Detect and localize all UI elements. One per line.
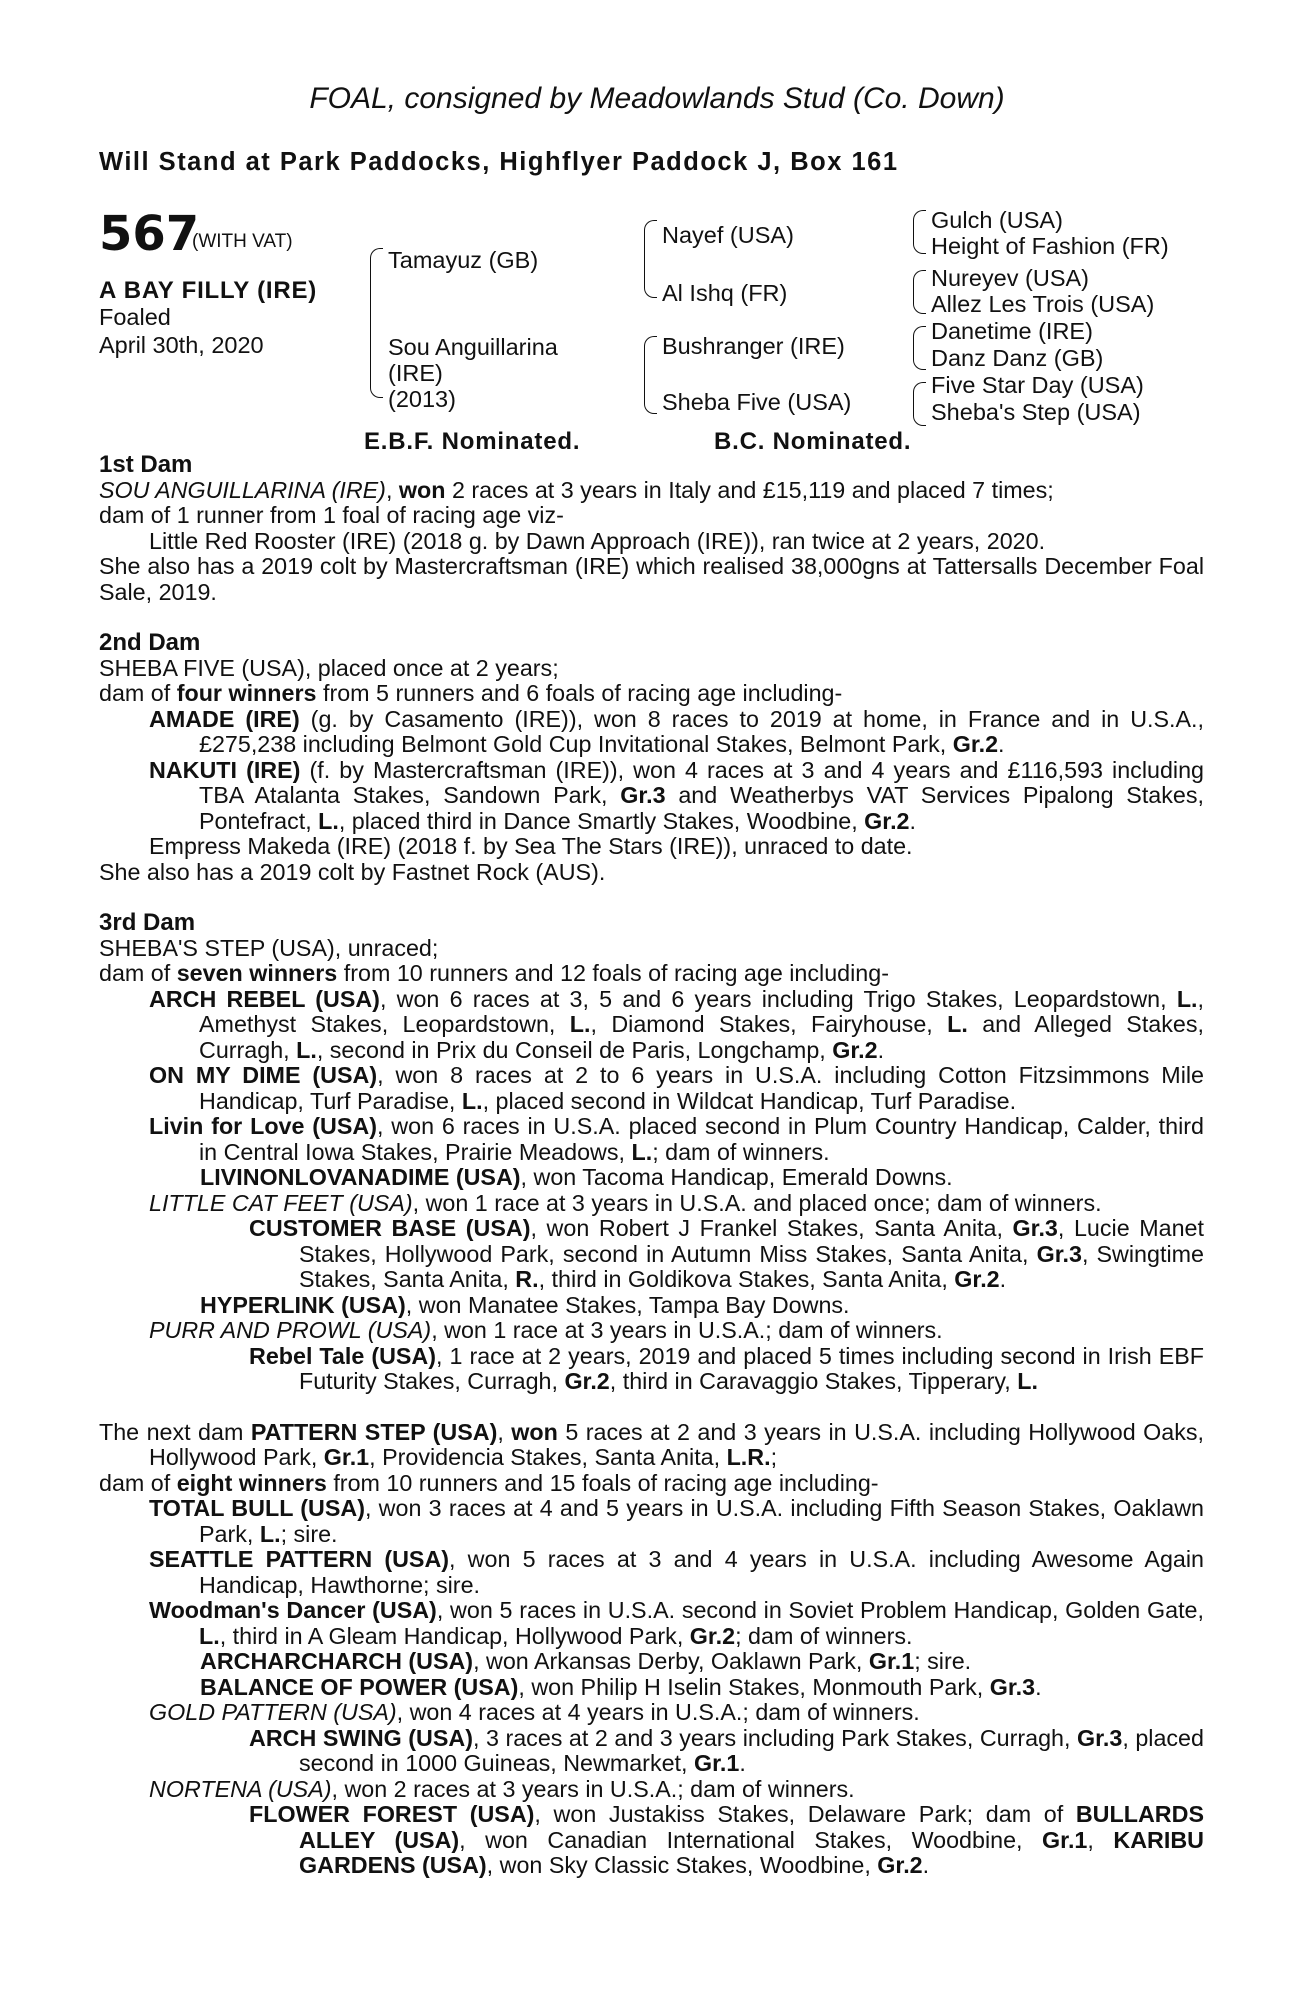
next-dam-grand-offspring-archarcharch: ARCHARCHARCH (USA), won Arkansas Derby, Oaklawn Park, Gr.1; sire. [200, 1648, 972, 1674]
sire-dam-brace [370, 248, 383, 398]
dam3-grand-offspring-customer-base: CUSTOMER BASE (USA), won Robert J Frankel Stakes, Santa Anita, Gr.3, Lucie Manet Stakes, Hollywood Park, second in Autumn Miss Stakes, Santa Anita, Gr.3, Swingtime Stakes, Santa Anita, R., third in Goldikova Stakes, Santa Anita, Gr.2. [249, 1215, 1204, 1292]
dam3-record: SHEBA'S STEP (USA), unraced; [99, 934, 439, 961]
dam3-produce-summary: dam of seven winners from 10 runners and 12 foals of racing age including- [99, 960, 889, 986]
page-title: FOAL, consigned by Meadowlands Stud (Co. Down) [309, 82, 1005, 115]
granddam-2: Sheba Five (USA) [662, 389, 852, 415]
bc-nominated: B.C. Nominated. [714, 428, 912, 455]
grandsire-1: Nayef (USA) [662, 222, 794, 248]
dam1-name: SOU ANGUILLARINA (IRE) [99, 476, 386, 503]
dam1-offspring-1: Little Red Rooster (IRE) (2018 g. by Dawn Approach (IRE)), ran twice at 2 years, 2020. [149, 527, 1046, 554]
ebf-nominated: E.B.F. Nominated. [364, 428, 581, 455]
lot-name: A BAY FILLY (IRE) [99, 277, 318, 304]
great-granddam-1: Height of Fashion (FR) [931, 233, 1169, 259]
foaled-date: April 30th, 2020 [99, 332, 264, 358]
lot-number: 567 [99, 206, 200, 262]
dam2-also: She also has a 2019 colt by Fastnet Rock (AUS). [99, 858, 606, 885]
foaled-label: Foaled [99, 304, 171, 330]
stabling-line: Will Stand at Park Paddocks, Highflyer Paddock J, Box 161 [99, 148, 899, 176]
next-dam-offspring-total-bull: TOTAL BULL (USA), won 3 races at 4 and 5 years in U.S.A. including Fifth Season Stakes, Oaklawn Park, L.; sire. [149, 1495, 1204, 1547]
dam3-grand-offspring-rebel-tale: Rebel Tale (USA), 1 race at 2 years, 2019 and placed 5 times including second in Irish EBF Futurity Stakes, Curragh, Gr.2, third in Caravaggio Stakes, Tipperary, L. [249, 1342, 1204, 1394]
next-dam-grand-offspring-balance-of-power: BALANCE OF POWER (USA), won Philip H Iselin Stakes, Monmouth Park, Gr.3. [200, 1673, 1042, 1700]
dam-country: (IRE) [388, 360, 443, 386]
produce-record [99, 452, 1204, 1879]
dam3-offspring-on-my-dime: ON MY DIME (USA), won 8 races at 2 to 6 years in U.S.A. including Cotton Fitzsimmons Mile Handicap, Turf Paradise, L., placed second in Wildcat Handicap, Turf Paradise. [149, 1062, 1204, 1114]
dam2-offspring-nakuti: NAKUTI (IRE) (f. by Mastercraftsman (IRE)), won 4 races at 3 and 4 years and £116,593 including TBA Atalanta Stakes, Sandown Park, Gr.3 and Weatherbys VAT Services Pipalong Stakes, Pontefract, L., placed third in Dance Smartly Stakes, Woodbine, Gr.2. [149, 756, 1204, 834]
sire: Tamayuz (GB) [388, 247, 539, 273]
great-grandsire-1: Gulch (USA) [931, 207, 1063, 233]
next-dam-grand-offspring-flower-forest: FLOWER FOREST (USA), won Justakiss Stakes, Delaware Park; dam of BULLARDS ALLEY (USA), won Canadian International Stakes, Woodbine, Gr.1, KARIBU GARDENS (USA), won Sky Classic Stakes, Woodbine, Gr.2. [249, 1801, 1204, 1878]
dam2-record: SHEBA FIVE (USA), placed once at 2 years; [99, 654, 559, 681]
great-granddam-3: Danz Danz (GB) [931, 345, 1104, 371]
vat-note: (WITH VAT) [192, 231, 293, 252]
dam2-offspring-amade: AMADE (IRE) (g. by Casamento (IRE)), won 8 races to 2019 at home, in France and in U.S.A., £275,238 including Belmont Gold Cup Invitational Stakes, Belmont Park, Gr.2. [149, 705, 1204, 757]
spacer [99, 885, 1204, 910]
dam2-offspring-empress: Empress Makeda (IRE) (2018 f. by Sea The Stars (IRE)), unraced to date. [149, 833, 913, 859]
next-dam-produce-summary: dam of eight winners from 10 runners and 15 foals of racing age including- [99, 1469, 879, 1496]
dam3-offspring-little-cat-feet: LITTLE CAT FEET (USA), won 1 race at 3 years in U.S.A. and placed once; dam of winners. [149, 1189, 1102, 1216]
dam1-heading: 1st Dam [99, 451, 193, 478]
ggs-brace-2 [913, 270, 926, 314]
ggs-brace-4 [913, 382, 926, 426]
spacer [99, 605, 1204, 630]
spacer [99, 1395, 1204, 1420]
foaled-info [99, 303, 264, 359]
grandsire-2: Bushranger (IRE) [662, 333, 845, 359]
next-dam-offspring-woodmans-dancer: Woodman's Dancer (USA), won 5 races in U.S.A. second in Soviet Problem Handicap, Golden Gate, L., third in A Gleam Handicap, Hollywood Park, Gr.2; dam of winners. [149, 1597, 1204, 1649]
great-grandsire-4: Five Star Day (USA) [931, 372, 1144, 398]
next-dam-offspring-gold-pattern: GOLD PATTERN (USA), won 4 races at 4 years in U.S.A.; dam of winners. [149, 1699, 920, 1725]
great-grandsire-3: Danetime (IRE) [931, 318, 1093, 344]
great-granddam-2: Allez Les Trois (USA) [931, 291, 1155, 317]
dam3-grand-offspring-livinonlovanadime: LIVINONLOVANADIME (USA), won Tacoma Handicap, Emerald Downs. [200, 1164, 953, 1190]
granddam-1: Al Ishq (FR) [662, 280, 788, 306]
dam3-offspring-livin-for-love: Livin for Love (USA), won 6 races in U.S.A. placed second in Plum Country Handicap, Calder, third in Central Iowa Stakes, Prairie Meadows, L.; dam of winners. [149, 1113, 1204, 1165]
dam [388, 334, 558, 412]
ggs-brace-1 [913, 210, 926, 254]
dam1-produce-summary: dam of 1 runner from 1 foal of racing age viz- [99, 502, 564, 528]
next-dam-offspring-nortena: NORTENA (USA), won 2 races at 3 years in U.S.A.; dam of winners. [149, 1775, 855, 1802]
dam-name: Sou Anguillarina [388, 334, 558, 360]
dam3-heading: 3rd Dam [99, 909, 196, 936]
dam3-offspring-arch-rebel: ARCH REBEL (USA), won 6 races at 3, 5 and 6 years including Trigo Stakes, Leopardstown, L., Amethyst Stakes, Leopardstown, L., Diamond Stakes, Fairyhouse, L. and Alleged Stakes, Curragh, L., second in Prix du Conseil de Paris, Longchamp, Gr.2. [149, 985, 1205, 1063]
dam1-record: SOU ANGUILLARINA (IRE), won 2 races at 3 years in Italy and £15,119 and placed 7 times; [99, 476, 1054, 503]
sire-line-brace [644, 220, 657, 298]
dam1-also: She also has a 2019 colt by Mastercraftsman (IRE) which realised 38,000gns at Tattersalls December Foal Sale, 2019. [99, 553, 1204, 605]
next-dam-grand-offspring-arch-swing: ARCH SWING (USA), 3 races at 2 and 3 years including Park Stakes, Curragh, Gr.3, placed second in 1000 Guineas, Newmarket, Gr.1. [249, 1724, 1204, 1776]
great-granddam-4: Sheba's Step (USA) [931, 399, 1141, 425]
next-dam-offspring-seattle-pattern: SEATTLE PATTERN (USA), won 5 races at 3 and 4 years in U.S.A. including Awesome Again Handicap, Hawthorne; sire. [149, 1546, 1204, 1598]
dam2-heading: 2nd Dam [99, 629, 201, 656]
dam3-grand-offspring-hyperlink: HYPERLINK (USA), won Manatee Stakes, Tampa Bay Downs. [200, 1291, 850, 1318]
next-dam-record: The next dam PATTERN STEP (USA), won 5 races at 2 and 3 years in U.S.A. including Hollywood Oaks, Hollywood Park, Gr.1, Providencia Stakes, Santa Anita, L.R.; [99, 1418, 1204, 1470]
great-grandsire-2: Nureyev (USA) [931, 265, 1090, 291]
dam3-offspring-purr-and-prowl: PURR AND PROWL (USA), won 1 race at 3 years in U.S.A.; dam of winners. [149, 1317, 943, 1343]
dam2-produce-summary: dam of four winners from 5 runners and 6 foals of racing age including- [99, 680, 843, 706]
dam-line-brace [644, 336, 657, 414]
ggs-brace-3 [913, 326, 926, 370]
dam-year: (2013) [388, 386, 456, 412]
